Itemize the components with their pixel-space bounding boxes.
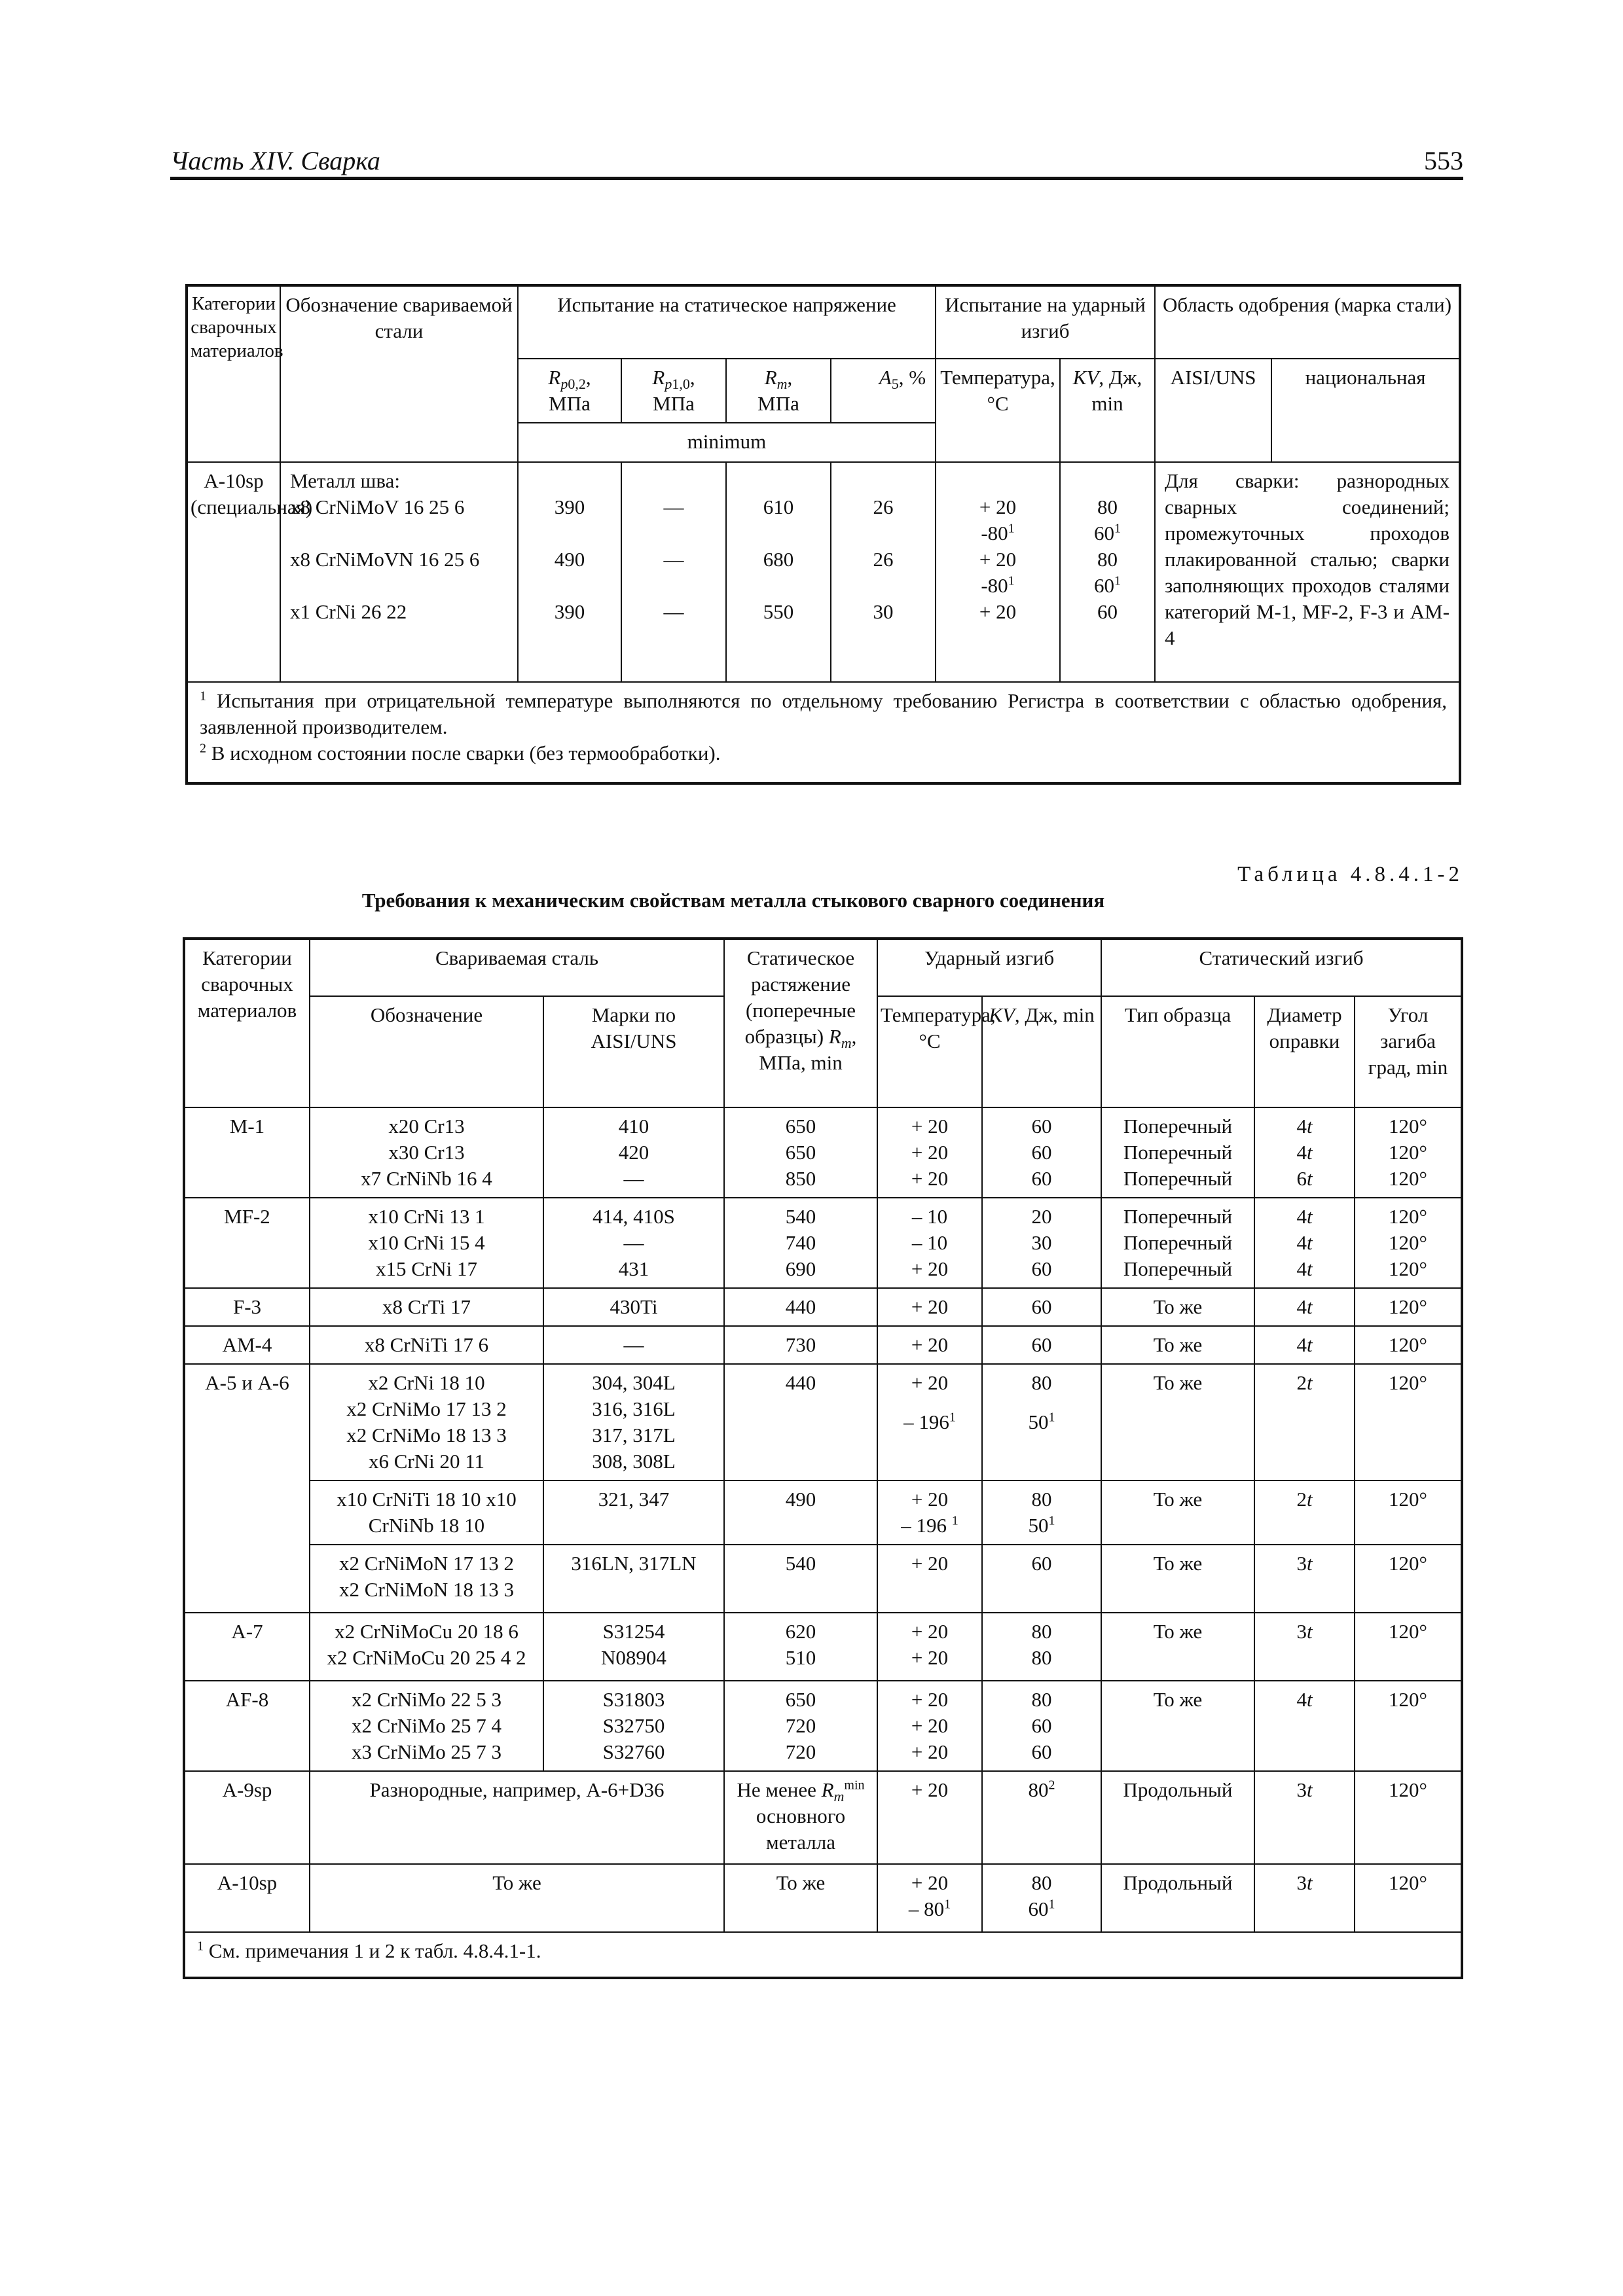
mandrel-cell: 3t bbox=[1254, 1613, 1355, 1681]
t2-footnote: $^1$ См. примечания 1 и 2 к табл. 4.8.4.1-1. bbox=[184, 1932, 1462, 1978]
kv-cell: 80 $50^1$ bbox=[982, 1364, 1101, 1480]
table-row bbox=[184, 1288, 1462, 1326]
t2-header-mandrel: Диаметр оправки bbox=[1254, 996, 1355, 1107]
rm-cell: 540 bbox=[724, 1545, 877, 1613]
category-cell: M-1 bbox=[184, 1107, 310, 1198]
angle-cell: 120° bbox=[1355, 1288, 1462, 1326]
specimen-cell: Продольный bbox=[1101, 1771, 1254, 1864]
table-row bbox=[184, 1613, 1462, 1681]
angle-cell: 120° 120° 120° bbox=[1355, 1107, 1462, 1198]
t1-header-category: Категории сварочных материалов bbox=[187, 285, 280, 462]
steel-cell: x8 CrNiTi 17 6 bbox=[310, 1326, 543, 1364]
temp-cell: + 20 + 20 + 20 bbox=[877, 1107, 982, 1198]
category-cell: A-5 и A-6 bbox=[184, 1364, 310, 1613]
t1-rm-column: 610 680 550 bbox=[726, 462, 831, 682]
steel-cell: x10 CrNiTi 18 10 x10 CrNiNb 18 10 bbox=[310, 1480, 543, 1545]
t1-header-minimum: minimum bbox=[518, 423, 936, 462]
steel-cell: x2 CrNiMoCu 20 18 6 x2 CrNiMoCu 20 25 4 2 bbox=[310, 1613, 543, 1681]
header-rule bbox=[170, 177, 1463, 180]
angle-cell: 120° bbox=[1355, 1771, 1462, 1864]
kv-cell: 80 $60^1$ bbox=[982, 1864, 1101, 1932]
specimen-cell: То же bbox=[1101, 1364, 1254, 1480]
table-row bbox=[184, 1681, 1462, 1771]
t1-header-aisi: AISI/UNS bbox=[1155, 359, 1271, 462]
t2-header-impact: Ударный изгиб bbox=[877, 939, 1101, 996]
aisi-cell: 430Ti bbox=[543, 1288, 724, 1326]
t1-temp-column: + 20 $-80^1$ + 20 $-80^1$ + 20 bbox=[936, 462, 1060, 682]
temp-cell: + 20 bbox=[877, 1326, 982, 1364]
angle-cell: 120° 120° 120° bbox=[1355, 1198, 1462, 1288]
category-cell: A-9sp bbox=[184, 1771, 310, 1864]
t2-header-category: Категории сварочных материалов bbox=[184, 939, 310, 1107]
page-header bbox=[170, 145, 1463, 178]
specimen-cell: Поперечный Поперечный Поперечный bbox=[1101, 1107, 1254, 1198]
kv-cell: 80 80 bbox=[982, 1613, 1101, 1681]
category-cell: F-3 bbox=[184, 1288, 310, 1326]
page-number: 553 bbox=[1424, 146, 1463, 175]
t1-category: A-10sp (специальная) bbox=[187, 462, 280, 682]
specimen-cell: Продольный bbox=[1101, 1864, 1254, 1932]
rm-cell: 540 740 690 bbox=[724, 1198, 877, 1288]
aisi-cell: 304, 304L 316, 316L 317, 317L 308, 308L bbox=[543, 1364, 724, 1480]
mandrel-cell: 2t bbox=[1254, 1364, 1355, 1480]
mandrel-cell: 4t bbox=[1254, 1288, 1355, 1326]
t1-header-tension: Испытание на статическое напряжение bbox=[518, 285, 936, 359]
temp-cell: + 20 – $80^1$ bbox=[877, 1864, 982, 1932]
specimen-cell: Поперечный Поперечный Поперечный bbox=[1101, 1198, 1254, 1288]
mandrel-cell: 2t bbox=[1254, 1480, 1355, 1545]
t1-steel-column: Металл шва: x8 CrNiMoV 16 25 6 x8 CrNiMoVN 16 25 6 x1 CrNi 26 22 bbox=[280, 462, 518, 682]
mandrel-cell: 4t 4t 6t bbox=[1254, 1107, 1355, 1198]
t2-header-kv: KV, Дж, min bbox=[982, 996, 1101, 1107]
mandrel-cell: 3t bbox=[1254, 1864, 1355, 1932]
t1-header-impact: Испытание на ударный изгиб bbox=[936, 285, 1155, 359]
rm-cell: 490 bbox=[724, 1480, 877, 1545]
t2-header-designation: Обозначение bbox=[310, 996, 543, 1107]
table-row bbox=[184, 1198, 1462, 1288]
mandrel-cell: 4t bbox=[1254, 1326, 1355, 1364]
angle-cell: 120° bbox=[1355, 1545, 1462, 1613]
aisi-cell: S31254 N08904 bbox=[543, 1613, 724, 1681]
rm-cell: 440 bbox=[724, 1364, 877, 1480]
temp-cell: + 20 – 196 $^1$ bbox=[877, 1480, 982, 1545]
table-number-label: Таблица 4.8.4.1-2 bbox=[1237, 863, 1463, 886]
angle-cell: 120° bbox=[1355, 1364, 1462, 1480]
aisi-cell: 316LN, 317LN bbox=[543, 1545, 724, 1613]
steel-cell: x20 Cr13 x30 Cr13 x7 CrNiNb 16 4 bbox=[310, 1107, 543, 1198]
kv-cell: 60 60 60 bbox=[982, 1107, 1101, 1198]
aisi-cell: — bbox=[543, 1326, 724, 1364]
t2-header-angle: Угол загиба град, min bbox=[1355, 996, 1462, 1107]
t1-header-kv: KV, Дж, min bbox=[1060, 359, 1155, 462]
steel-cell: x8 CrTi 17 bbox=[310, 1288, 543, 1326]
angle-cell: 120° bbox=[1355, 1480, 1462, 1545]
rm-cell: 650 720 720 bbox=[724, 1681, 877, 1771]
aisi-cell: 414, 410S — 431 bbox=[543, 1198, 724, 1288]
kv-cell: 60 bbox=[982, 1545, 1101, 1613]
t1-approval-text: Для сварки: разнородных сварных соединений; промежуточных проходов плакированной сталью; сварки заполняющих проходов сталями категорий M-1, MF-2, F-3 и AM-4 bbox=[1155, 462, 1460, 682]
temp-cell: + 20 bbox=[877, 1545, 982, 1613]
t1-header-steel: Обозначение свариваемой стали bbox=[280, 285, 518, 462]
specimen-cell: То же bbox=[1101, 1613, 1254, 1681]
aisi-cell: S31803 S32750 S32760 bbox=[543, 1681, 724, 1771]
angle-cell: 120° bbox=[1355, 1681, 1462, 1771]
table-row bbox=[184, 1864, 1462, 1932]
kv-cell: 60 bbox=[982, 1326, 1101, 1364]
mandrel-cell: 3t bbox=[1254, 1771, 1355, 1864]
angle-cell: 120° bbox=[1355, 1864, 1462, 1932]
table-row bbox=[184, 1771, 1462, 1864]
temp-cell: + 20 + 20 + 20 bbox=[877, 1681, 982, 1771]
steel-cell: x2 CrNiMoN 17 13 2 x2 CrNiMoN 18 13 3 bbox=[310, 1545, 543, 1613]
steel-cell: x2 CrNi 18 10 x2 CrNiMo 17 13 2 x2 CrNiMo 18 13 3 x6 CrNi 20 11 bbox=[310, 1364, 543, 1480]
steel-cell: Разнородные, например, A-6+D36 bbox=[310, 1771, 724, 1864]
kv-cell: 80 $50^1$ bbox=[982, 1480, 1101, 1545]
category-cell: A-7 bbox=[184, 1613, 310, 1681]
kv-cell: 80 60 60 bbox=[982, 1681, 1101, 1771]
mandrel-cell: 4t bbox=[1254, 1681, 1355, 1771]
specimen-cell: То же bbox=[1101, 1480, 1254, 1545]
rm-cell: 620 510 bbox=[724, 1613, 877, 1681]
category-cell: AF-8 bbox=[184, 1681, 310, 1771]
section-title: Часть XIV. Сварка bbox=[170, 146, 380, 175]
temp-cell: + 20 bbox=[877, 1288, 982, 1326]
t2-header-static-bend: Статический изгиб bbox=[1101, 939, 1462, 996]
specimen-cell: То же bbox=[1101, 1288, 1254, 1326]
specimen-cell: То же bbox=[1101, 1326, 1254, 1364]
steel-cell: x2 CrNiMo 22 5 3 x2 CrNiMo 25 7 4 x3 CrNiMo 25 7 3 bbox=[310, 1681, 543, 1771]
t2-header-temp: Температура, °C bbox=[877, 996, 982, 1107]
t1-kv-column: 80 $60^1$ 80 $60^1$ 60 bbox=[1060, 462, 1155, 682]
kv-cell: 60 bbox=[982, 1288, 1101, 1326]
temp-cell: + 20 + 20 bbox=[877, 1613, 982, 1681]
temp-cell: + 20 – $196^1$ bbox=[877, 1364, 982, 1480]
t1-header-temp: Температура, °C bbox=[936, 359, 1060, 462]
rm-cell: 440 bbox=[724, 1288, 877, 1326]
kv-cell: 20 30 60 bbox=[982, 1198, 1101, 1288]
t1-rp02-column: 390 490 390 bbox=[518, 462, 621, 682]
mandrel-cell: 3t bbox=[1254, 1545, 1355, 1613]
t1-header-rp02: $R_{p0,2}$, МПа bbox=[518, 359, 621, 423]
t1-header-rp10: $R_{p1,0}$, МПа bbox=[621, 359, 726, 423]
t1-header-a5: $A_5$, % bbox=[831, 359, 936, 423]
kv-cell: $80^2$ bbox=[982, 1771, 1101, 1864]
t2-header-specimen: Тип образца bbox=[1101, 996, 1254, 1107]
rm-cell: То же bbox=[724, 1864, 877, 1932]
t1-notes: $^1$ Испытания при отрицательной температуре выполняются по отдельному требованию Регистра в соответствии с областью одобрения, заявленной производителем. $^2$ В исходном состоянии после сварки (без термообработки). bbox=[187, 682, 1460, 783]
specimen-cell: То же bbox=[1101, 1681, 1254, 1771]
table-row bbox=[184, 1545, 1462, 1613]
table-row bbox=[184, 1326, 1462, 1364]
t2-header-steel: Свариваемая сталь bbox=[310, 939, 724, 996]
rm-cell: Не менее $R_m^{min}$ основного металла bbox=[724, 1771, 877, 1864]
category-cell: MF-2 bbox=[184, 1198, 310, 1288]
aisi-cell: 321, 347 bbox=[543, 1480, 724, 1545]
temp-cell: + 20 bbox=[877, 1771, 982, 1864]
t1-header-national: национальная bbox=[1271, 359, 1460, 462]
table-caption: Требования к механическим свойствам металла стыкового сварного соединения bbox=[361, 889, 1105, 912]
temp-cell: – 10 – 10 + 20 bbox=[877, 1198, 982, 1288]
steel-cell: То же bbox=[310, 1864, 724, 1932]
t1-header-rm: $R_m$, МПа bbox=[726, 359, 831, 423]
table-row bbox=[184, 1364, 1462, 1480]
steel-cell: x10 CrNi 13 1 x10 CrNi 15 4 x15 CrNi 17 bbox=[310, 1198, 543, 1288]
mandrel-cell: 4t 4t 4t bbox=[1254, 1198, 1355, 1288]
category-cell: AM-4 bbox=[184, 1326, 310, 1364]
angle-cell: 120° bbox=[1355, 1613, 1462, 1681]
category-cell: A-10sp bbox=[184, 1864, 310, 1932]
t1-header-approval-area: Область одобрения (марка стали) bbox=[1155, 285, 1460, 359]
table-4-8-4-1-1-continuation bbox=[185, 284, 1461, 785]
rm-cell: 730 bbox=[724, 1326, 877, 1364]
angle-cell: 120° bbox=[1355, 1326, 1462, 1364]
rm-cell: 650 650 850 bbox=[724, 1107, 877, 1198]
table-row bbox=[184, 1480, 1462, 1545]
t1-rp10-column: — — — bbox=[621, 462, 726, 682]
t2-header-aisi: Марки по AISI/UNS bbox=[543, 996, 724, 1107]
table-row bbox=[184, 1107, 1462, 1198]
aisi-cell: 410 420 — bbox=[543, 1107, 724, 1198]
table-4-8-4-1-2 bbox=[183, 937, 1463, 1979]
specimen-cell: То же bbox=[1101, 1545, 1254, 1613]
t2-header-static-tension: Статическое растяжение (поперечные образцы) $R_m$, МПа, min bbox=[724, 939, 877, 1107]
t1-a5-column: 26 26 30 bbox=[831, 462, 936, 682]
